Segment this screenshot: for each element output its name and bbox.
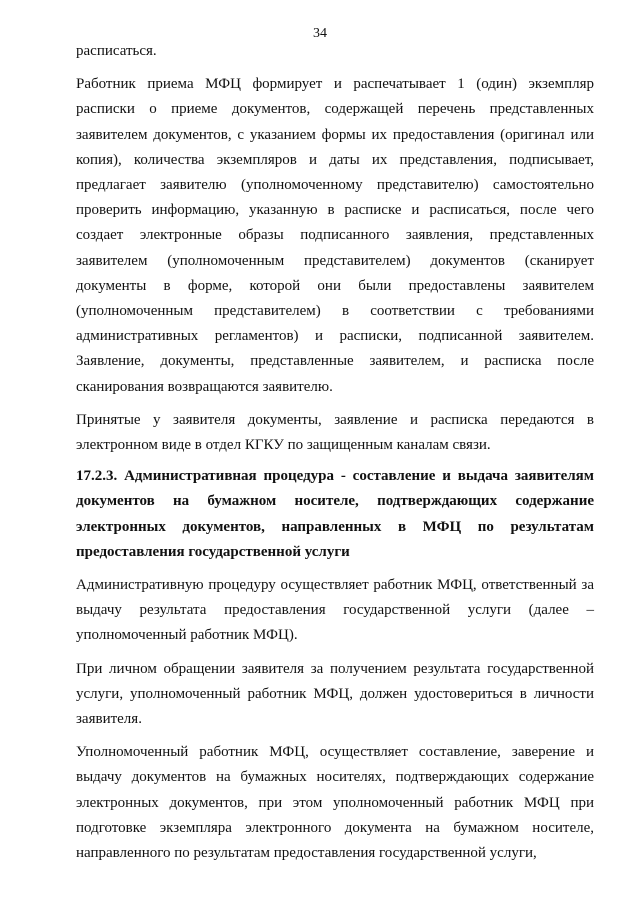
continuation-text: расписаться. — [76, 43, 157, 59]
paragraph-responsible: Административную процедуру осуществляет работник МФЦ, ответственный за выдачу результата предоставления государственной услуги (далее – уполномоченный работник МФЦ). — [76, 577, 594, 644]
paragraph-transfer: Принятые у заявителя документы, заявление и расписка передаются в электронном виде в отдел КГКУ по защищенным каналам связи. — [76, 411, 594, 454]
section-heading: 17.2.3. Административная процедура - составление и выдача заявителям документов на бумажном носителе, подтверждающих содержание электронных документов, направленных в МФЦ по результатам предоставления государственной услуги — [76, 468, 594, 560]
paragraph-identity: При личном обращении заявителя за получением результата государственной услуги, уполномоченный работник МФЦ, должен удостовериться в личности заявителя. — [76, 660, 594, 728]
page-body — [76, 39, 594, 866]
paragraph-receipt: Работник приема МФЦ формирует и распечатывает 1 (один) экземпляр расписки о приеме документов, содержащей перечень представленных заявителем документов, с указанием формы их предоставления (оригинал или копия), количества экземпляров и даты их представления, подписывает, предлагает заявителю (уполномоченному представителю) самостоятельно проверить информацию, указанную в расписке и расписаться, после чего создает электронные образы подписанного заявления, представленных заявителем (уполномоченным представителем) документов (сканирует документы в форме, которой они были предоставлены заявителем (уполномоченным представителем) в соответствии с требованиями административных регламентов) и расписки, подписанной заявителем. Заявление, документы, представленные заявителем, и расписка после сканирования возвращаются заявителю. — [76, 76, 594, 395]
page-number: 34 — [313, 26, 327, 41]
paragraph-issuance: Уполномоченный работник МФЦ, осуществляет составление, заверение и выдачу документов на бумажных носителях, подтверждающих содержание электронных документов, при этом уполномоченный работник МФЦ при подготовке экземпляра электронного документа на бумажном носителе, направленного по результатам предоставления государственной услуги, — [76, 744, 594, 862]
